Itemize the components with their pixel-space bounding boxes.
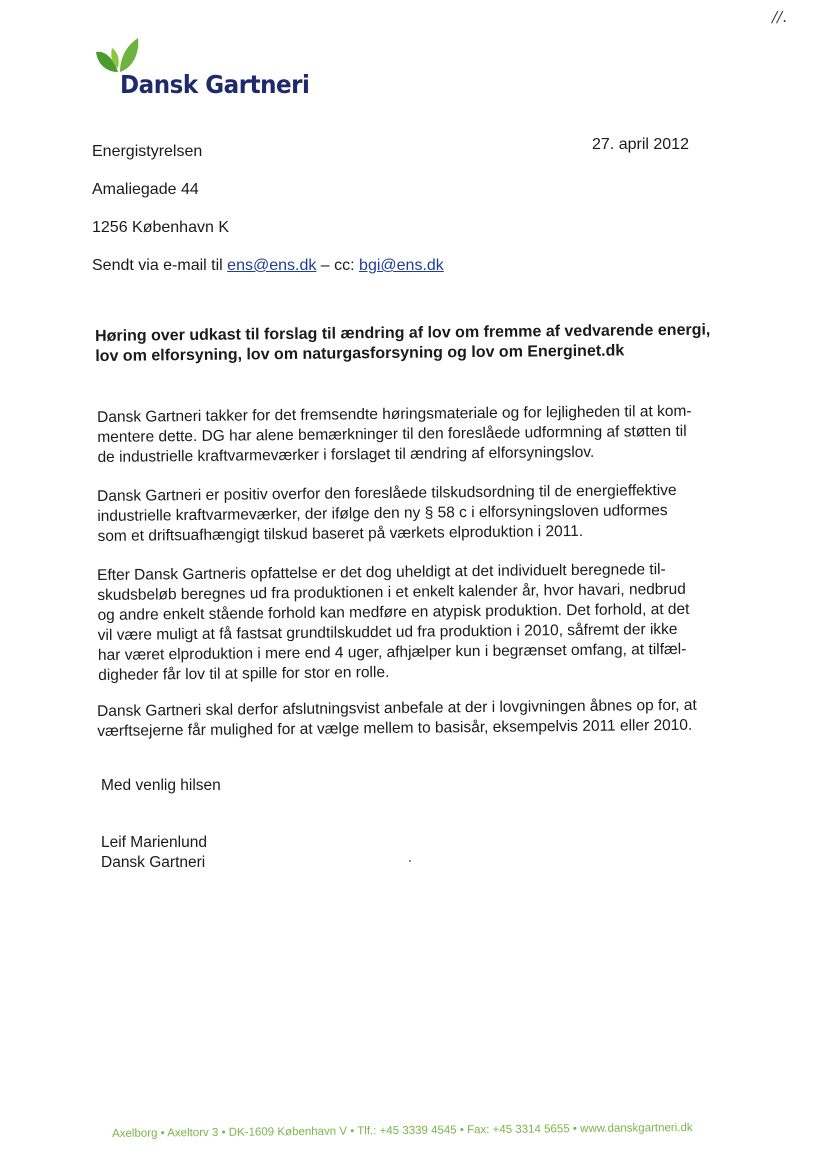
paragraph-line: Efter Dansk Gartneris opfattelse er det dog uheldigt at det individuelt beregnede til- xyxy=(97,561,666,584)
email-link-ens[interactable]: ens@ens.dk xyxy=(227,257,317,274)
subject-line: Høring over udkast til forslag til ændring af lov om fremme af vedvarende energi, xyxy=(95,321,711,345)
body-paragraph-4 xyxy=(97,695,757,742)
letterhead-footer: Axelborg • Axeltorv 3 • DK-1609 København V • Tlf.: +45 3339 4545 • Fax: +45 3314 5655 • www.danskgartneri.dk xyxy=(112,1121,693,1140)
paragraph-line: og andre enkelt stående forhold kan medføre en atypisk produktion. Det forhold, at det xyxy=(97,600,690,624)
paragraph-line: vil være muligt at få fastsat grundtilskuddet ud fra produktion i 2010, såfremt der ikke xyxy=(97,620,678,644)
letter-subject xyxy=(95,320,755,367)
paragraph-line: har været elproduktion i mere end 4 uger, afhjælper kun i begrænset omfang, at tilfæl- xyxy=(97,640,687,664)
closing-greeting: Med venlig hilsen xyxy=(101,777,221,794)
sent-via-prefix: Sendt via e-mail til xyxy=(92,257,228,274)
cc-label: – cc: xyxy=(316,257,360,274)
body-paragraph-3 xyxy=(97,559,758,686)
body-paragraph-2 xyxy=(97,480,758,547)
signatory-name: Leif Marienlund xyxy=(101,834,207,851)
scan-speck xyxy=(409,860,411,862)
recipient-street: Amaliegade 44 xyxy=(92,181,199,198)
subject-line: lov om elforsyning, lov om naturgasforsyning og lov om Energinet.dk xyxy=(95,342,625,365)
paragraph-line: digheder får lov til at spille for stor en rolle. xyxy=(98,663,390,684)
paragraph-line: som et driftsuafhængigt tilskud baseret på værkets elproduktion i 2011. xyxy=(97,522,584,545)
signatory-org: Dansk Gartneri xyxy=(101,854,206,871)
paragraph-line: mentere dette. DG har alene bemærkninger til den foreslåede udformning af støtten til xyxy=(97,422,687,446)
letter-date: 27. april 2012 xyxy=(592,136,689,153)
logo-wordmark: Dansk Gartneri xyxy=(120,70,310,99)
email-link-bgi[interactable]: bgi@ens.dk xyxy=(359,257,444,274)
body-paragraph-1 xyxy=(97,401,758,468)
paragraph-line: de industrielle kraftvarmeværker i forslaget til ændring af elforsyningslov. xyxy=(97,443,595,466)
paragraph-line: industrielle kraftvarmeværker, der ifølge den ny § 58 c i elforsyningsloven udformes xyxy=(97,502,668,525)
dansk-gartneri-logo xyxy=(94,38,314,102)
paragraph-line: Dansk Gartneri er positiv overfor den foreslåede tilskudsordning til de energieffektive xyxy=(97,481,677,505)
sent-via-line xyxy=(92,257,444,275)
recipient-name: Energistyrelsen xyxy=(92,143,203,160)
paragraph-line: skudsbeløb beregnes ud fra produktionen i et enkelt kalender år, hvor havari, nedbrud xyxy=(97,580,686,604)
paragraph-line: Dansk Gartneri skal derfor afslutningsvist anbefale at der i lovgivningen åbnes op for, at xyxy=(97,696,697,720)
handwritten-page-mark: //. xyxy=(772,8,787,26)
recipient-city: 1256 København K xyxy=(92,219,229,236)
paragraph-line: Dansk Gartneri takker for det fremsendte høringsmateriale og for lejligheden til at kom- xyxy=(97,402,692,426)
paragraph-line: værftsejerne får mulighed for at vælge mellem to basisår, eksempelvis 2011 eller 2010. xyxy=(97,716,693,740)
